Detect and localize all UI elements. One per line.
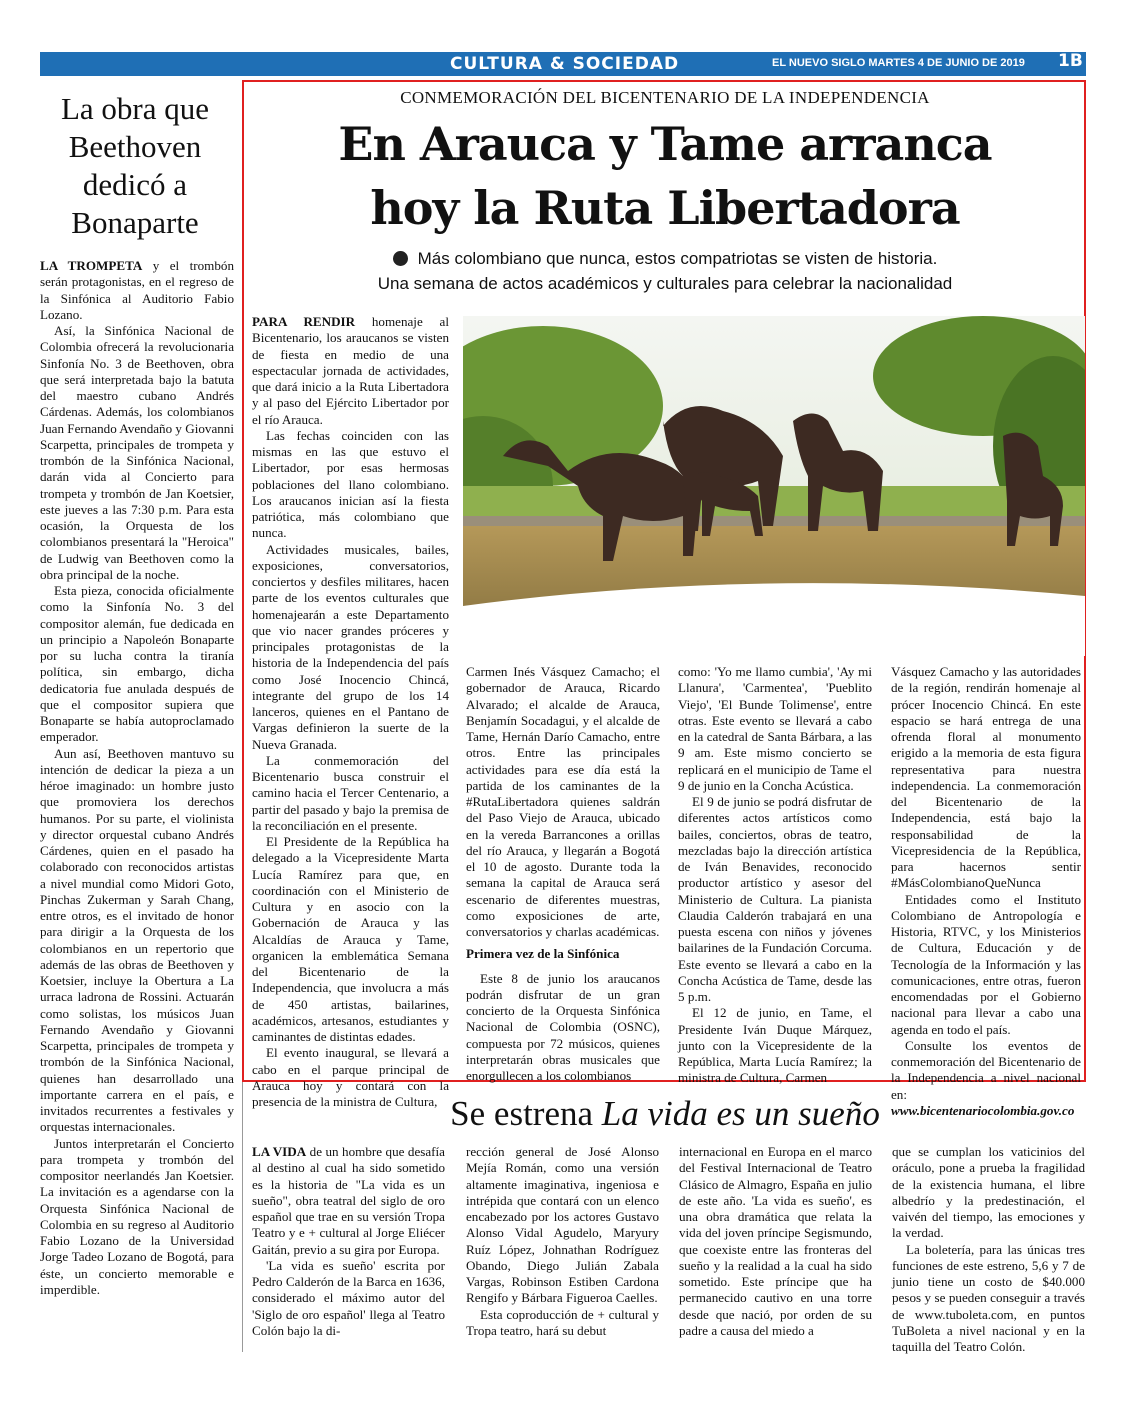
sidebar-title: La obra que Beethoven dedicó a Bonaparte — [60, 91, 210, 240]
sidebar-paragraph: Juntos interpretarán el Concierto para trompeta y trombón del compositor neerlandés Jan Koetsier. La invitación es a agendarse con la Orquesta Sinfónica Nacional de Colombia en su regreso al Auditorio Fabio Lozano de la Universidad Jorge Tadeo Lozano de Bogotá, para éste, un concierto memorable e imperdible. — [40, 1135, 234, 1297]
page-number: 1B — [1058, 51, 1083, 71]
section-name: CULTURA & SOCIEDAD — [450, 54, 680, 74]
article-column-1: PARA RENDIR homenaje al Bicentenario, los araucanos se visten de fiesta en medio de una espectacular jornada de actividades, que dará inicio a la Ruta Libertadora y al paso del Ejército Libertador por el río Arauca. Las fechas coinciden con las mismas en las que estuvo el Libertador, por esas hermosas poblaciones del llano colombiano. Los araucanos inician así la fiesta patriótica, más colombiano que nunca. Actividades musicales, bailes, exposiciones, conversatorios, conciertos y desfiles militares, hacen parte de los eventos culturales que homenajearán a este Departamento que vio nacer grandes próceres y principales protagonistas de la historia de la Independencia del país como José Inocencio Chincá, integrante del grupo de los 14 lanceros, quienes en el Pantano de Vargas definieron la suerte de la Nueva Granada. La conmemoración del Bicentenario busca construir el camino hacia el Tercer Centenario, a partir del pasado y bajo la premisa de la reconciliación en el presente. El Presidente de la República ha delegado a la Vicepresidente Marta Lucía Ramírez para que, en coordinación con el Ministerio de Cultura y en asocio con la Gobernación de Arauca y las Alcaldías de Arauca y Tame, organicen la emblemática Semana del Bicentenario de la Independencia, que involucra a más de 450 artistas, bailarines, académicos, artesanos, estudiantes y caminantes de distintas edades. El evento inaugural, se llevará a cabo en el parque principal de Arauca hoy y contará con la presencia de la ministra de Cultura, — [252, 314, 449, 1109]
bullet-icon — [393, 251, 408, 266]
article-column-4: Vásquez Camacho y las autoridades de la región, rendirán homenaje al prócer Inocencio Chincá. En este espacio se hará entrega de una ofrenda floral al monumento erigido a la memoria de esta figura representativa para nuestra independencia. La conmemoración del Bicentenario de la Independencia, está bajo la responsabilidad de la Vicepresidencia de la República, para hacernos sentir #MásColombianoQueNunca Entidades como el Instituto Colombiano de Antropología e Historia, RTVC, y los Ministerios de Cultura, Educación y de Tecnología de la Información y las comunicaciones, entre otras, fueron encomendadas por el Gobierno nacional para llevar a cabo una agenda en todo el país. Consulte los eventos de conmemoración del Bicentenario de la Independencia a nivel nacional en: www.bicentenariocolombia.gov.co — [891, 664, 1081, 1118]
sidebar-paragraph: Esta pieza, conocida oficialmente como la Sinfonía No. 3 del compositor alemán, fue dedicada en un principio a Napoleón Bonaparte por su lucha contra la tiranía política, sin embargo, dicha dedicatoria fue anulada después de que el compositor supiera que Bonaparte se había autoproclamado emperador. — [40, 583, 234, 745]
second-article-headline: Se estrena La vida es un sueño — [450, 1094, 880, 1133]
article-url-link[interactable]: www.bicentenariocolombia.gov.co — [891, 1102, 1075, 1118]
article-subhead: Primera vez de la Sinfónica — [466, 946, 620, 962]
article-column-2: Carmen Inés Vásquez Camacho; el gobernador de Arauca, Ricardo Alvarado; el alcalde de Arauca, Benjamín Socadagui, y el alcalde de Tame, Hernán Darío Camacho, entre otros. Entre las principales actividades para ese día está la partida de los caminantes de la #RutaLibertadora quienes saldrán del Paso Viejo de Arauca, ubicado en la vereda Barrancones a orillas del río Arauca, y llegarán a Bogotá el 10 de agosto. Durante toda la semana la capital de Arauca será escenario de diferentes muestras, como exposiciones de arte, conversatorios y charlas académicas. Primera vez de la Sinfónica Este 8 de junio los araucanos podrán disfrutar de un gran concierto de la Orquesta Sinfónica Nacional de Colombia (OSNC), compuesta por 72 músicos, quienes interpretarán obras musicales que enorgullecen a los colombianos — [466, 664, 660, 1083]
second-article-column-1: LA VIDA de un hombre que desafía al destino al cual ha sido sometido es la historia de "La vida es un sueño", obra teatral del siglo de oro español que trae en su versión Tropa Teatro y e + cultural al Jorge Eliécer Gaitán, previo a su gira por Europa. 'La vida es sueño' escrita por Pedro Calderón de la Barca en 1636, considerado el máximo autor del 'Siglo de oro español' llega al Teatro Colón bajo la di- — [252, 1144, 445, 1338]
sidebar-lead: LA TROMPETA — [40, 258, 143, 273]
article-deck: Más colombiano que nunca, estos compatriotas se visten de historia. Una semana de actos académicos y culturales para celebrar la nacionalidad — [377, 249, 953, 293]
sidebar-paragraph: Aun así, Beethoven mantuvo su intención de dedicar la pieza a un héroe imaginado: un hombre justo que promoviera los derechos humanos. Por su parte, el violinista y director orquestal cubano Andrés Cárdenes, quien en el pasado ha colaborado con reconocidos artistas a nivel mundial como Midori Goto, Pinchas Zukerman y Sarah Chang, entre otros, es el invitado de honor para dirigir a la Orquesta de los colombianos en un repertorio que además de las obras de Beethoven y Koetsier, incluye la Obertura a La urraca ladrona de Rossini. Actuarán como solistas, los músicos Juan Fernando Avendaño y Giovanni Scarpetta, principales de trompeta y trombón de la Sinfónica Nacional, quienes han desarrollado una importante carrera en el país, e invitados recurrentes a festivales y orquestas internacionales. — [40, 745, 234, 1135]
article-lead: PARA RENDIR — [252, 314, 356, 329]
sidebar-paragraph: Así, la Sinfónica Nacional de Colombia ofrecerá la revolucionaria Sinfonía No. 3 de Beethoven, obra que será interpretada bajo la batuta del maestro cubano Andrés Cárdenas. Además, los colombianos Juan Fernando Avendaño y Giovanni Scarpetta, principales de trompeta y trombón de la Sinfónica Nacional, darán vida al Concierto para trompeta y trombón de Jan Koetsier, este jueves a las 7:30 p.m. Para esta ocasión, la Orquesta de los colombianos presentará la "Heroica" de Ludwig van Beethoven como la obra principal de la noche. — [40, 323, 234, 582]
article-column-3: como: 'Yo me llamo cumbia', 'Ay mi Llanura', 'Carmentea', 'Pueblito Viejo', 'El Bunde Tolimense', entre otras. Este evento se llevará a cabo en la catedral de Santa Bárbara, a las 9 am. Este mismo concierto se replicará en el municipio de Tame el 9 de junio en la Concha Acústica. El 9 de junio se podrá disfrutar de diferentes actos artísticos como bailes, conciertos, obras de teatro, mezcladas bajo la dirección artística de Iván Benavides, reconocido productor artístico y asesor del Ministerio de Cultura. La pianista Claudia Calderón trabajará en una puesta escena con niños y jóvenes bailarines de la Fundación Corcuma. Este evento se llevará a cabo en la Concha Acústica de Tame, desde las 5 p.m. El 12 de junio, en Tame, el Presidente Iván Duque Márquez, junto con la Vicepresidente de la República, Marta Lucía Ramírez; la ministra de Cultura, Carmen — [678, 664, 872, 1086]
second-article-column-2: rección general de José Alonso Mejía Román, como una versión altamente imaginativa, ingeniosa e intrépida que contará con un elenco encabezado por los actores Gustavo Alonso Vidal Agudelo, Maryury Ruíz López, Johnathan Rodríguez Obando, Diego Julián Zabala Vargas, Robinson Estiben Cardona Rengifo y Bárbara Figueroa Caelles. Esta coproducción de + cultural y Tropa teatro, hará su debut — [466, 1144, 659, 1338]
article-kicker: CONMEMORACIÓN DEL BICENTENARIO DE LA INDEPENDENCIA — [400, 88, 930, 107]
sidebar-paragraph: LA TROMPETA y el trombón serán protagonistas, en el regreso de la Sinfónica al Auditorio Fabio Lozano. — [40, 258, 234, 322]
sidebar-body — [40, 258, 234, 1298]
article-headline: En Arauca y Tame arranca hoy la Ruta Libertadora — [338, 117, 992, 235]
masthead-date: EL NUEVO SIGLO MARTES 4 DE JUNIO DE 2019 — [772, 57, 1025, 69]
second-article-lead: LA VIDA — [252, 1144, 307, 1159]
horse-sculpture-photo — [463, 316, 1085, 656]
second-article-column-4: que se cumplan los vaticinios del oráculo, pone a prueba la fragilidad de la existencia humana, el libre albedrío y la predestinación, el vaivén del tiempo, las emociones y la verdad. La boletería, para las únicas tres funciones de este estreno, 5,6 y 7 de junio tiene un costo de $40.000 pesos y se pueden conseguir a través de www.tuboleta.com, en puntos TuBoleta a nivel nacional y en la taquilla del Teatro Colón. — [892, 1144, 1085, 1354]
second-article-column-3: internacional en Europa en el marco del Festival Internacional de Teatro Clásico de Almagro, España en julio de este año. 'La vida es sueño', es una obra dramática que relata la vida del joven príncipe Segismundo, que coexiste entre las fronteras del sueño y la realidad a la cual ha sido sometido. Este príncipe que ha permanecido cautivo en una torre desde que nació, por orden de su padre a causa del miedo a — [679, 1144, 872, 1338]
